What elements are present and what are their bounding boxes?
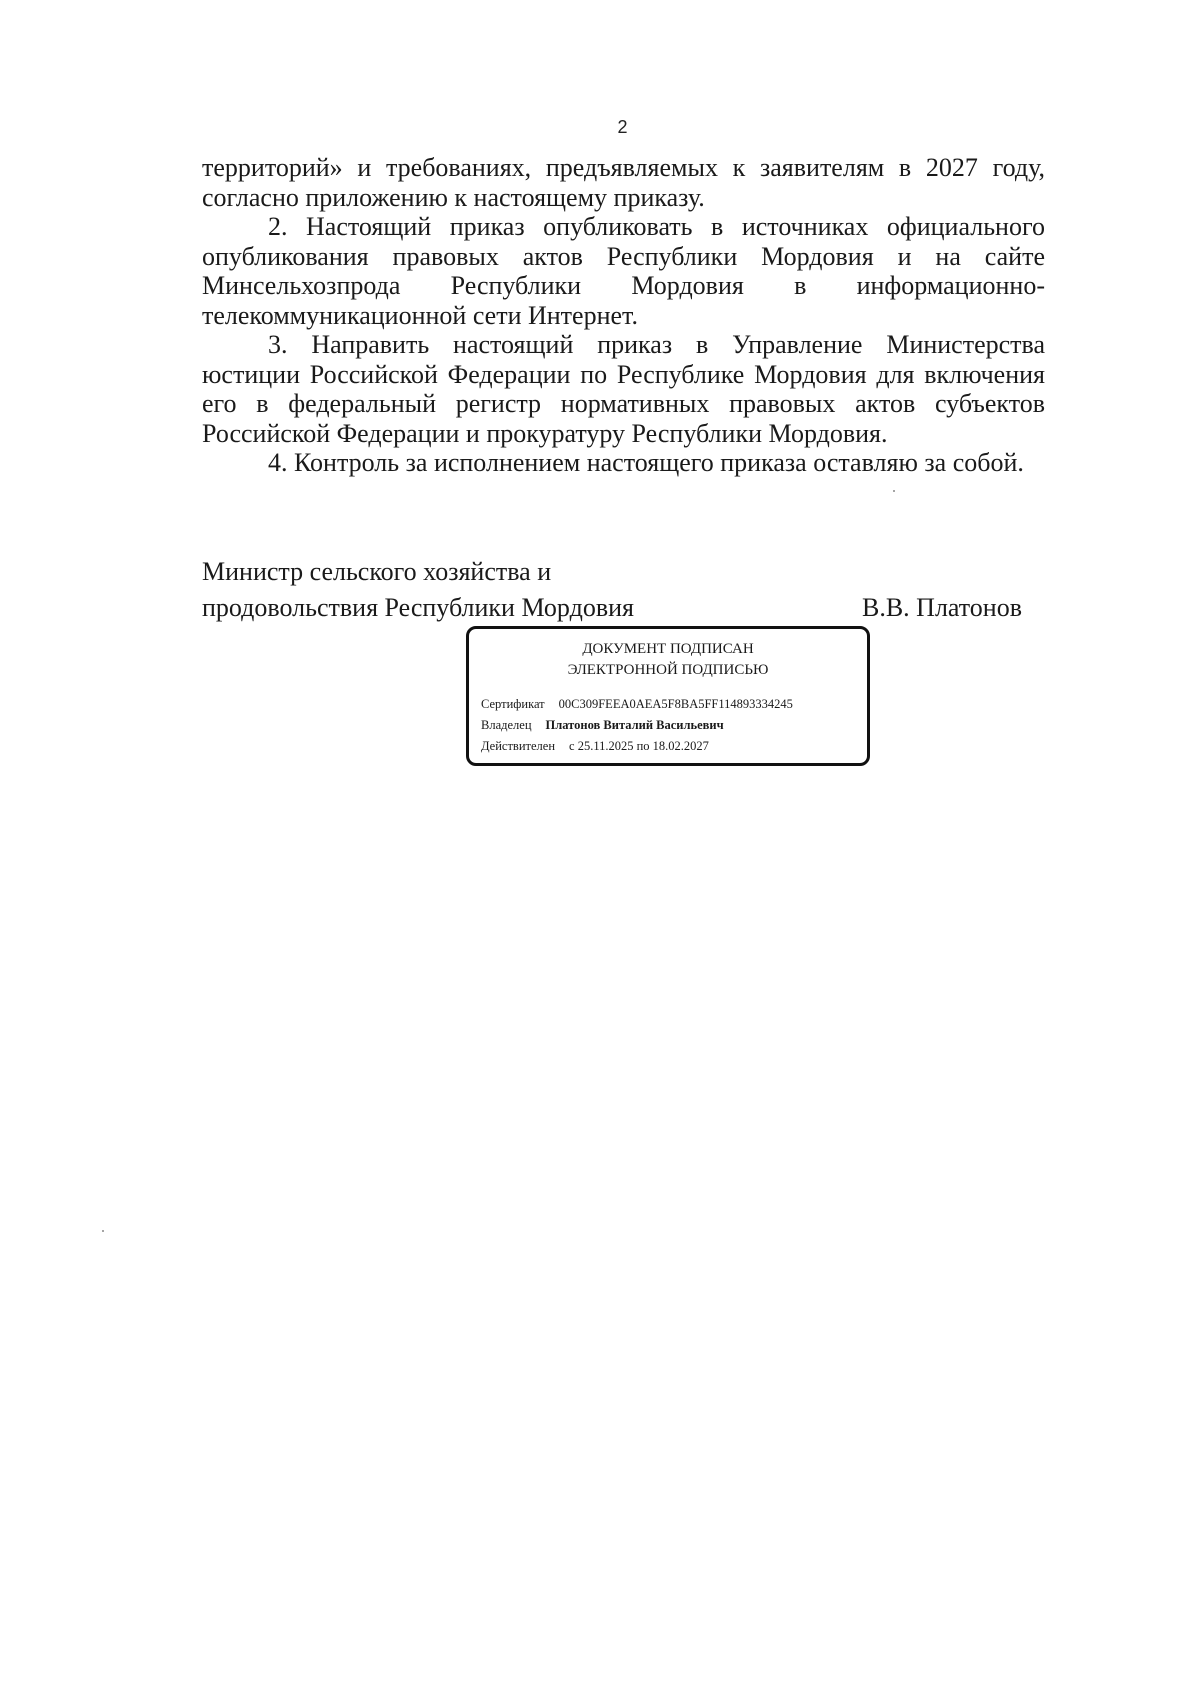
stamp-certificate-row	[481, 697, 793, 712]
paragraph-item-2: 2. Настоящий приказ опубликовать в источниках официального опубликования правовых актов Республики Мордовия и на сайте Минсельхозпрода Республики Мордовия в информационно-телекоммуникационной сети Интернет.	[202, 212, 1045, 330]
stamp-valid-label: Действителен	[481, 739, 556, 753]
signer-position-line1: Министр сельского хозяйства и	[202, 557, 552, 586]
stamp-certificate-value: 00C309FEEA0AEA5F8BA5FF114893334245	[558, 697, 793, 711]
document-body	[202, 153, 1045, 478]
paragraph-item-3: 3. Направить настоящий приказ в Управление Министерства юстиции Российской Федерации по Республике Мордовия для включения его в федеральный регистр нормативных правовых актов субъектов Российской Федерации и прокуратуру Республики Мордовия.	[202, 330, 1045, 448]
page-number: 2	[617, 117, 628, 137]
stamp-owner-label: Владелец	[481, 718, 532, 732]
paragraph-item-4: 4. Контроль за исполнением настоящего приказа оставляю за собой.	[268, 448, 1024, 477]
scan-speck	[102, 1230, 104, 1232]
stamp-title	[469, 639, 867, 681]
signer-position-line2: продовольствия Республики Мордовия	[202, 593, 634, 622]
stamp-certificate-label: Сертификат	[481, 697, 545, 711]
stamp-owner-row	[481, 718, 724, 733]
stamp-title-line1: ДОКУМЕНТ ПОДПИСАН	[582, 641, 754, 657]
stamp-valid-value: с 25.11.2025 по 18.02.2027	[569, 739, 709, 753]
signer-name: В.В. Платонов	[861, 593, 1022, 622]
electronic-signature-stamp	[466, 626, 870, 766]
stamp-title-line2: ЭЛЕКТРОННОЙ ПОДПИСЬЮ	[567, 662, 769, 678]
stamp-valid-row	[481, 739, 709, 754]
paragraph-continuation: территорий» и требованиях, предъявляемых к заявителям в 2027 году, согласно приложению к настоящему приказу.	[202, 153, 1045, 212]
scan-speck	[893, 490, 895, 492]
signature-block	[202, 554, 1022, 626]
stamp-owner-value: Платонов Виталий Васильевич	[545, 718, 724, 732]
